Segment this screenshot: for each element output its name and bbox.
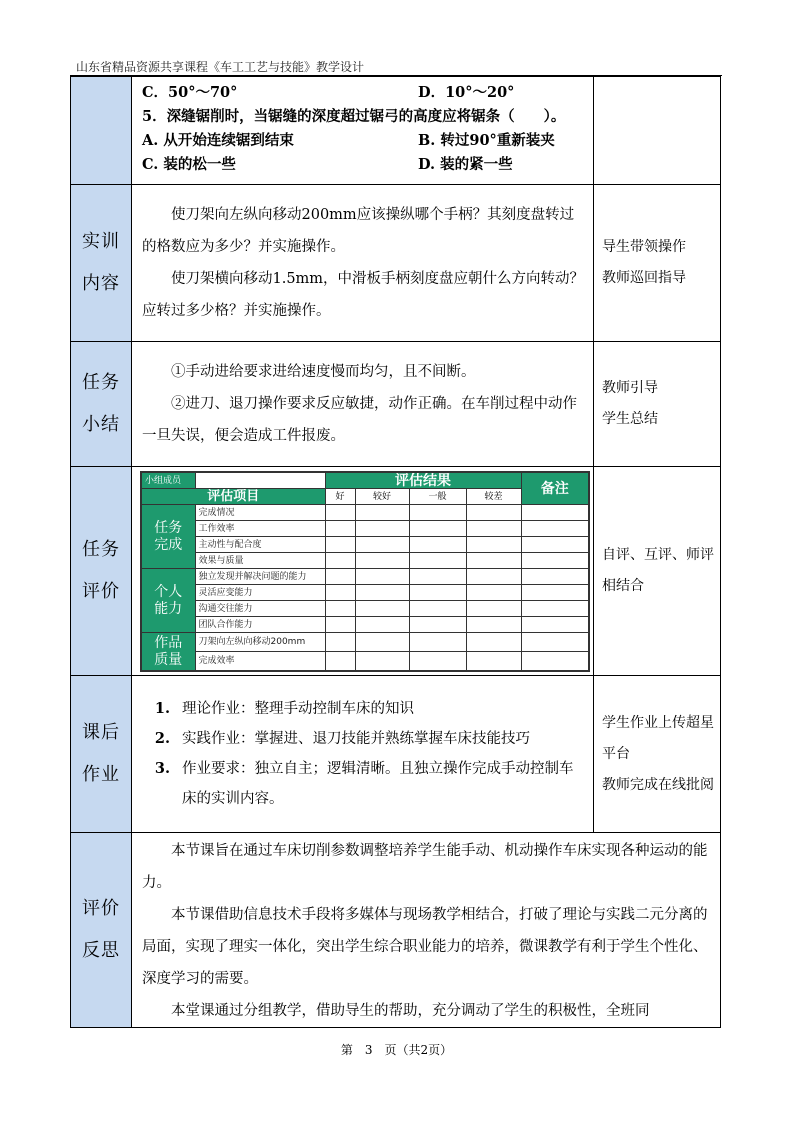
q5-option-d: D. 装的紧一些: [418, 156, 513, 173]
training-content: [132, 185, 594, 342]
grade-poor: 较差: [466, 489, 521, 505]
homework-content: [132, 676, 594, 833]
question-5: 5．深缝锯削时，当锯缝的深度超过锯弓的高度应将锯条（ ）。: [142, 108, 566, 125]
option-d: D．10°～20°: [418, 84, 515, 101]
summary-label: 任务 小结: [71, 342, 132, 467]
training-label: 实训 内容: [71, 185, 132, 342]
eval-item: 灵活应变能力: [195, 585, 325, 601]
grade-fairly-good: 较好: [355, 489, 409, 505]
summary-row: [71, 342, 721, 467]
evaluation-label: 任务 评价: [71, 467, 132, 676]
group-member-label: 小组成员: [141, 472, 195, 489]
page-header: 山东省精品资源共享课程《车工工艺与技能》教学设计: [76, 60, 365, 74]
option-c: C．50°～70°: [142, 84, 238, 101]
reflection-content: [132, 833, 721, 1028]
page-footer: 第 3 页（共2页）: [340, 1043, 453, 1057]
q5-option-a: A. 从开始连续锯到结束: [142, 132, 294, 149]
summary-paragraph-1: ①手动进给要求进给速度慢而均匀，且不间断。: [171, 364, 476, 380]
result-title: 评估结果: [325, 472, 521, 489]
eval-item: 完成情况: [195, 505, 325, 521]
evaluation-table: [140, 471, 590, 672]
evaluation-row: [71, 467, 721, 676]
category-work: 作品 质量: [141, 633, 195, 672]
training-paragraph-2: 使刀架横向移动1.5mm，中滑板手柄刻度盘应朝什么方向转动？应转过多少格？并实施操作。: [142, 271, 585, 319]
q5-option-c: C. 装的松一些: [142, 156, 236, 173]
q5-option-b: B. 转过90°重新装夹: [418, 132, 555, 149]
empty-label-cell: [71, 77, 132, 185]
eval-item: 主动性与配合度: [195, 537, 325, 553]
reflection-paragraph-3: 本堂课通过分组教学，借助导生的帮助，充分调动了学生的积极性，全班同: [171, 1003, 650, 1019]
quiz-continuation-row: [71, 77, 721, 185]
grade-good: 好: [325, 489, 355, 505]
reflection-paragraph-1: 本节课旨在通过车床切削参数调整培养学生能手动、机动操作车床实现各种运动的能力。: [142, 843, 708, 891]
training-note: 导生带领操作 教师巡回指导: [594, 185, 721, 342]
training-paragraph-1: 使刀架向左纵向移动200mm应该操纵哪个手柄？其刻度盘转过的格数应为多少？并实施操作。: [142, 207, 575, 255]
lesson-plan-table: [70, 76, 721, 1028]
eval-item: 工作效率: [195, 521, 325, 537]
category-task: 任务 完成: [141, 505, 195, 569]
category-personal: 个人 能力: [141, 569, 195, 633]
eval-item: 完成效率: [195, 652, 325, 672]
reflection-row: [71, 833, 721, 1028]
homework-item-2: 2. 实践作业：掌握进、退刀技能并熟练掌握车床技能技巧: [154, 730, 530, 747]
eval-item: 团队合作能力: [195, 617, 325, 633]
quiz-cell: [132, 77, 594, 185]
homework-row: [71, 676, 721, 833]
homework-label: 课后 作业: [71, 676, 132, 833]
reflection-paragraph-2: 本节课借助信息技术手段将多媒体与现场教学相结合，打破了理论与实践二元分离的局面，实现了理实一体化，突出学生综合职业能力的培养，微课教学有利于学生个性化、深度学习的需要。: [142, 907, 708, 987]
eval-item: 沟通交往能力: [195, 601, 325, 617]
homework-note: 学生作业上传超星平台 教师完成在线批阅: [594, 676, 721, 833]
item-title: 评估项目: [141, 489, 325, 505]
grade-average: 一般: [409, 489, 466, 505]
summary-paragraph-2: ②进刀、退刀操作要求反应敏捷，动作正确。在车削过程中动作一旦失误，便会造成工件报废。: [142, 396, 577, 444]
homework-item-3: 3. 作业要求：独立自主；逻辑清晰。且独立操作完成手动控制车床的实训内容。: [154, 760, 574, 807]
empty-note-cell: [594, 77, 721, 185]
evaluation-content: [132, 467, 594, 676]
summary-note: 教师引导 学生总结: [594, 342, 721, 467]
evaluation-note: 自评、互评、师评相结合: [594, 467, 721, 676]
group-member-value: [195, 472, 325, 489]
training-row: [71, 185, 721, 342]
homework-item-1: 1. 理论作业：整理手动控制车床的知识: [154, 700, 414, 717]
summary-content: [132, 342, 594, 467]
eval-item: 效果与质量: [195, 553, 325, 569]
eval-item: 独立发现并解决问题的能力: [195, 569, 325, 585]
eval-item: 刀架向左纵向移动200mm: [195, 633, 325, 652]
remark-header: 备注: [521, 472, 589, 505]
reflection-label: 评价 反思: [71, 833, 132, 1028]
